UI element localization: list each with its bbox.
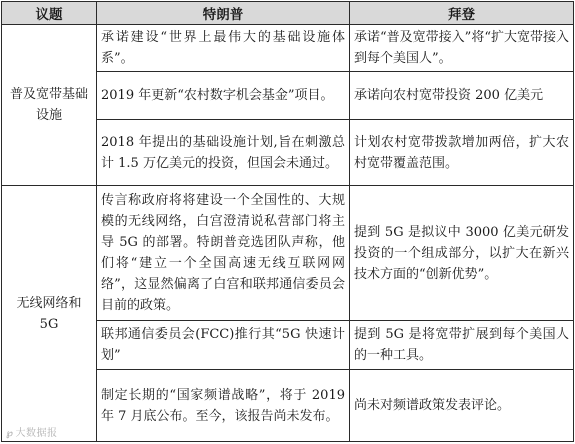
- table-row: [2, 186, 574, 321]
- biden-cell: 计划农村宽带拨款增加两倍，扩大农村宽带覆盖范围。: [350, 120, 574, 186]
- header-topic: 议题: [2, 2, 97, 25]
- header-biden: 拜登: [350, 2, 574, 25]
- biden-cell: 尚未对频谱政策发表评论。: [350, 370, 574, 442]
- biden-cell: 提到 5G 是拟议中 3000 亿美元研发投资的一个组成部分，以扩大在新兴技术方面的“创新优势”。: [350, 186, 574, 321]
- table-row: [2, 25, 574, 72]
- topic-wireless-5g: 无线网络和 5G: [2, 186, 97, 442]
- policy-comparison-table: [1, 1, 574, 442]
- topic-broadband: 普及宽带基础设施: [2, 25, 97, 186]
- biden-cell: 承诺向农村宽带投资 200 亿美元: [350, 72, 574, 120]
- header-row: [2, 2, 574, 25]
- biden-cell: 提到 5G 是将宽带扩展到每个美国人的一种工具。: [350, 321, 574, 370]
- trump-cell: 传言称政府将将建设一个全国性的、大规模的无线网络，白宫澄清说私营部门将主导 5G 的部署。特朗普竞选团队声称，他们将“建立一个全国高速无线互联网网络”，这显然偏离了白宫和联邦通信委员会目前的政策。: [97, 186, 350, 321]
- watermark-text: 大数据报: [15, 428, 58, 439]
- watermark-logo-icon: ℘: [6, 428, 14, 439]
- trump-cell: 2018 年提出的基础设施计划,旨在刺激总计 1.5 万亿美元的投资，但国会未通过。: [97, 120, 350, 186]
- watermark: [6, 424, 57, 439]
- biden-cell: 承诺“普及宽带接入”将“扩大宽带接入到每个美国人”。: [350, 25, 574, 72]
- trump-cell: 联邦通信委员会(FCC)推行其“5G 快速计划”: [97, 321, 350, 370]
- trump-cell: 制定长期的“国家频谱战略”，将于 2019 年 7 月底公布。至今，该报告尚未发布。: [97, 370, 350, 442]
- header-trump: 特朗普: [97, 2, 350, 25]
- trump-cell: 2019 年更新“农村数字机会基金”项目。: [97, 72, 350, 120]
- trump-cell: 承诺建设“世界上最伟大的基础设施体系”。: [97, 25, 350, 72]
